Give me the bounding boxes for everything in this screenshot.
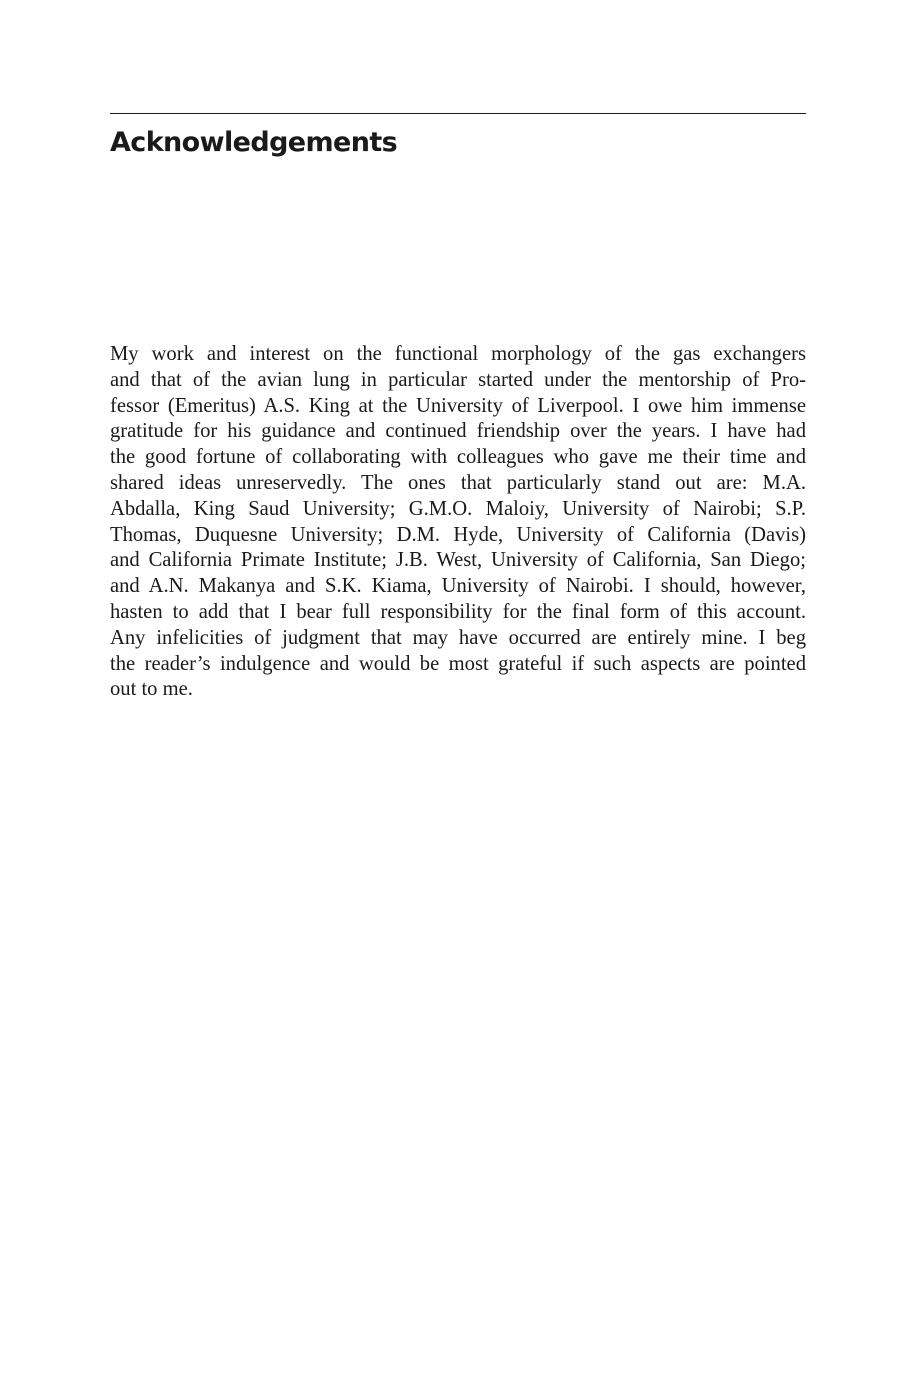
paragraph-line: out to me. bbox=[110, 678, 193, 701]
heading-rule bbox=[110, 113, 806, 114]
paragraph-line: shared ideas unreservedly. The ones that particularly stand out are: M.A. bbox=[110, 471, 806, 494]
paragraph-line: gratitude for his guidance and continued friendship over the years. I have had bbox=[110, 420, 806, 443]
page-title: Acknowledgements bbox=[110, 127, 398, 158]
page bbox=[110, 0, 806, 1388]
paragraph-line: the reader’s indulgence and would be most grateful if such aspects are pointed bbox=[110, 652, 806, 675]
paragraph-line: fessor (Emeritus) A.S. King at the University of Liverpool. I owe him immense bbox=[110, 394, 806, 417]
paragraph-line: My work and interest on the functional morphology of the gas exchangers bbox=[110, 343, 806, 365]
paragraph-line: and that of the avian lung in particular started under the mentorship of Pro- bbox=[110, 368, 806, 391]
paragraph-line: hasten to add that I bear full responsibility for the final form of this account. bbox=[110, 600, 806, 623]
paragraph-line: Thomas, Duquesne University; D.M. Hyde, University of California (Davis) bbox=[110, 523, 806, 546]
acknowledgements-paragraph bbox=[110, 342, 806, 703]
paragraph-line: Any infelicities of judgment that may have occurred are entirely mine. I beg bbox=[110, 626, 806, 649]
paragraph-line: Abdalla, King Saud University; G.M.O. Maloiy, University of Nairobi; S.P. bbox=[110, 497, 806, 520]
paragraph-line: and A.N. Makanya and S.K. Kiama, University of Nairobi. I should, however, bbox=[110, 575, 806, 598]
paragraph-line: the good fortune of collaborating with colleagues who gave me their time and bbox=[110, 446, 806, 469]
paragraph-line: and California Primate Institute; J.B. West, University of California, San Diego; bbox=[110, 549, 806, 572]
